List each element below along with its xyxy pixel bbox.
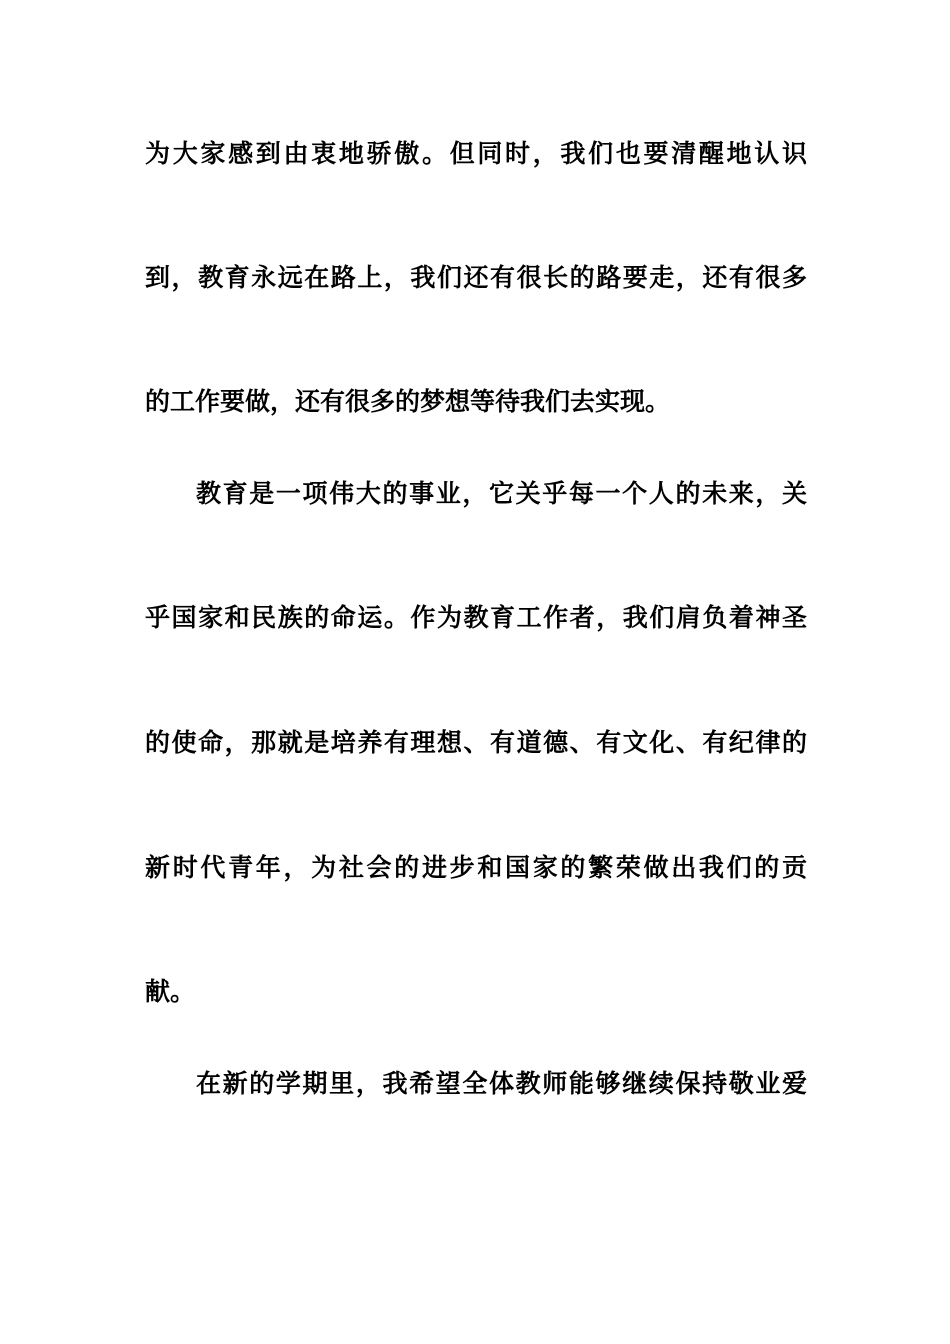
text-line-8: 献。 [145, 977, 196, 1006]
text-line-6: 的使命，那就是培养有理想、有道德、有文化、有纪律的 [145, 728, 807, 757]
text-line-7: 新时代青年，为社会的进步和国家的繁荣做出我们的贡 [145, 853, 807, 882]
text-line-1: 为大家感到由衷地骄傲。但同时，我们也要清醒地认识 [145, 139, 807, 168]
text-line-4: 教育是一项伟大的事业，它关乎每一个人的未来，关 [196, 479, 807, 508]
text-line-2: 到，教育永远在路上，我们还有很长的路要走，还有很多 [145, 263, 807, 292]
text-line-5: 乎国家和民族的命运。作为教育工作者，我们肩负着神圣 [145, 603, 807, 632]
text-line-9: 在新的学期里，我希望全体教师能够继续保持敬业爱 [196, 1069, 807, 1098]
text-line-3: 的工作要做，还有很多的梦想等待我们去实现。 [145, 387, 671, 416]
